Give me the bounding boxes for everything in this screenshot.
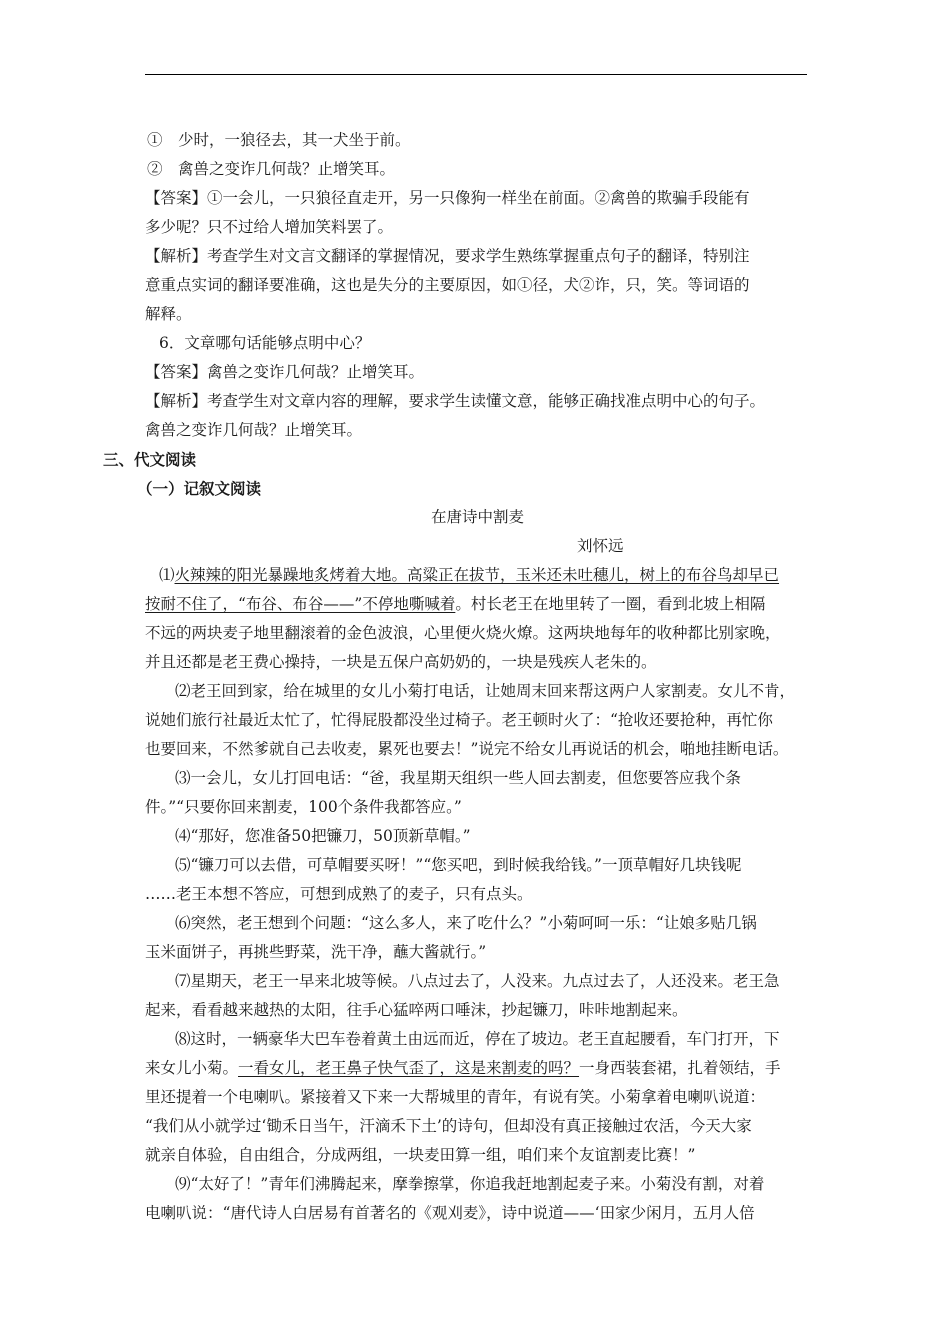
analysis-line-cont: 解释。: [145, 305, 192, 323]
paragraph-5-line: ……老王本想不答应，可想到成熟了的麦子，只有点头。: [145, 885, 533, 903]
header-rule: [145, 74, 807, 75]
paragraph-3: ⑶一会儿，女儿打回电话：“爸，我星期天组织一些人回去割麦，但您要答应我个条: [175, 769, 741, 787]
section-heading: 三、代文阅读: [103, 450, 197, 469]
paragraph-1-line: 并且还都是老王费心操持，一块是五保户高奶奶的，一块是残疾人老朱的。: [145, 653, 657, 671]
analysis-line: 【解析】考查学生对文章内容的理解，要求学生读懂文意，能够正确找准点明中心的句子。: [145, 392, 766, 410]
analysis-line: 【解析】考查学生对文言文翻译的掌握情况，要求学生熟练掌握重点句子的翻译，特别注: [145, 247, 750, 265]
paragraph-2-line: 也要回来，不然爹就自己去收麦，累死也要去！”说完不给女儿再说话的机会，啪地挂断电话。: [145, 740, 789, 758]
paragraph-5: ⑸“镰刀可以去借，可草帽要买呀！”“您买吧，到时候我给钱。”一顶草帽好几块钱呢: [175, 856, 742, 874]
answer-line-cont: 多少呢？只不过给人增加笑料罢了。: [145, 218, 394, 236]
underlined-sentence: 火辣辣的阳光暴躁地炙烤着大地。高粱正在拔节，玉米还未吐穗儿，树上的布谷鸟却早已: [174, 566, 780, 584]
paragraph-8: ⑻这时，一辆豪华大巴车卷着黄土由远而近，停在了坡边。老王直起腰看，车门打开，下: [175, 1030, 780, 1048]
answer-line: 【答案】禽兽之变诈几何哉？止增笑耳。: [145, 363, 425, 381]
paragraph-1: [145, 561, 810, 590]
paragraph-9-line: 电喇叭说：“唐代诗人白居易有首著名的《观刈麦》，诗中说道——‘田家少闲月，五月人倍: [145, 1204, 755, 1222]
subsection-heading: （一）记叙文阅读: [137, 479, 262, 498]
document-body: [103, 126, 810, 1228]
story-author: 刘怀远: [577, 537, 624, 555]
paragraph-7-line: 起来，看看越来越热的太阳，往手心猛啐两口唾沫，抄起镰刀，咔咔地割起来。: [145, 1001, 688, 1019]
paragraph-1-line: 按耐不住了，“布谷、布谷——”不停地嘶喊着。村长老王在地里转了一圈，看到北坡上相隔: [145, 595, 766, 613]
paragraph-4: ⑷“那好，您准备50把镰刀，50顶新草帽。”: [175, 827, 471, 845]
underlined-sentence: 按耐不住了，“布谷、布谷——”不停地嘶喊着: [145, 595, 456, 613]
story-title: 在唐诗中割麦: [430, 508, 524, 526]
answer-line: 【答案】①一会儿，一只狼径直走开，另一只像狗一样坐在前面。②禽兽的欺骗手段能有: [145, 189, 750, 207]
paragraph-2-line: 说她们旅行社最近太忙了，忙得屁股都没坐过椅子。老王顿时火了：“抢收还要抢种，再忙你: [145, 711, 773, 729]
question-6: 6．文章哪句话能够点明中心？: [159, 334, 371, 352]
paragraph-2: ⑵老王回到家，给在城里的女儿小菊打电话，让她周末回来帮这两户人家割麦。女儿不肯，: [175, 682, 796, 700]
paragraph-6-line: 玉米面饼子，再挑些野菜，洗干净，蘸大酱就行。”: [145, 943, 487, 961]
translation-item-2: ② 禽兽之变诈几何哉？止增笑耳。: [147, 160, 396, 178]
underlined-sentence: 一看女儿，老王鼻子快气歪了，这是来割麦的吗？: [238, 1059, 580, 1077]
translation-item-1: ① 少时，一狼径去，其一犬坐于前。: [147, 131, 411, 149]
paragraph-6: ⑹突然，老王想到个问题：“这么多人，来了吃什么？”小菊呵呵一乐：“让娘多贴几锅: [175, 914, 757, 932]
paragraph-9: ⑼“太好了！”青年们沸腾起来，摩拳擦掌，你追我赶地割起麦子来。小菊没有割，对着: [175, 1175, 765, 1193]
paragraph-8-line: “我们从小就学过‘锄禾日当午，汗滴禾下土’的诗句，但却没有真正接触过农活，今天大家: [145, 1117, 752, 1135]
paragraph-8-line: 里还提着一个电喇叭。紧接着又下来一大帮城里的青年，有说有笑。小菊拿着电喇叭说道：: [145, 1088, 766, 1106]
analysis-line-cont: 禽兽之变诈几何哉？止增笑耳。: [145, 421, 363, 439]
paragraph-1-line: 不远的两块麦子地里翻滚着的金色波浪，心里便火烧火燎。这两块地每年的收种都比别家晚，: [145, 624, 781, 642]
analysis-line-cont: 意重点实词的翻译要准确，这也是失分的主要原因，如①径，犬②诈，只，笑。等词语的: [145, 276, 750, 294]
paragraph-8-line: 来女儿小菊。一看女儿，老王鼻子快气歪了，这是来割麦的吗？一身西装套裙，扎着领结，手: [145, 1059, 781, 1077]
paragraph-3-line: 件。”“只要你回来割麦，100个条件我都答应。”: [145, 798, 462, 816]
paragraph-number: ⑴: [159, 566, 175, 584]
paragraph-8-line: 就亲自体验，自由组合，分成两组，一块麦田算一组，咱们来个友谊割麦比赛！”: [145, 1146, 696, 1164]
paragraph-7: ⑺星期天，老王一早来北坡等候。八点过去了，人没来。九点过去了，人还没来。老王急: [175, 972, 780, 990]
